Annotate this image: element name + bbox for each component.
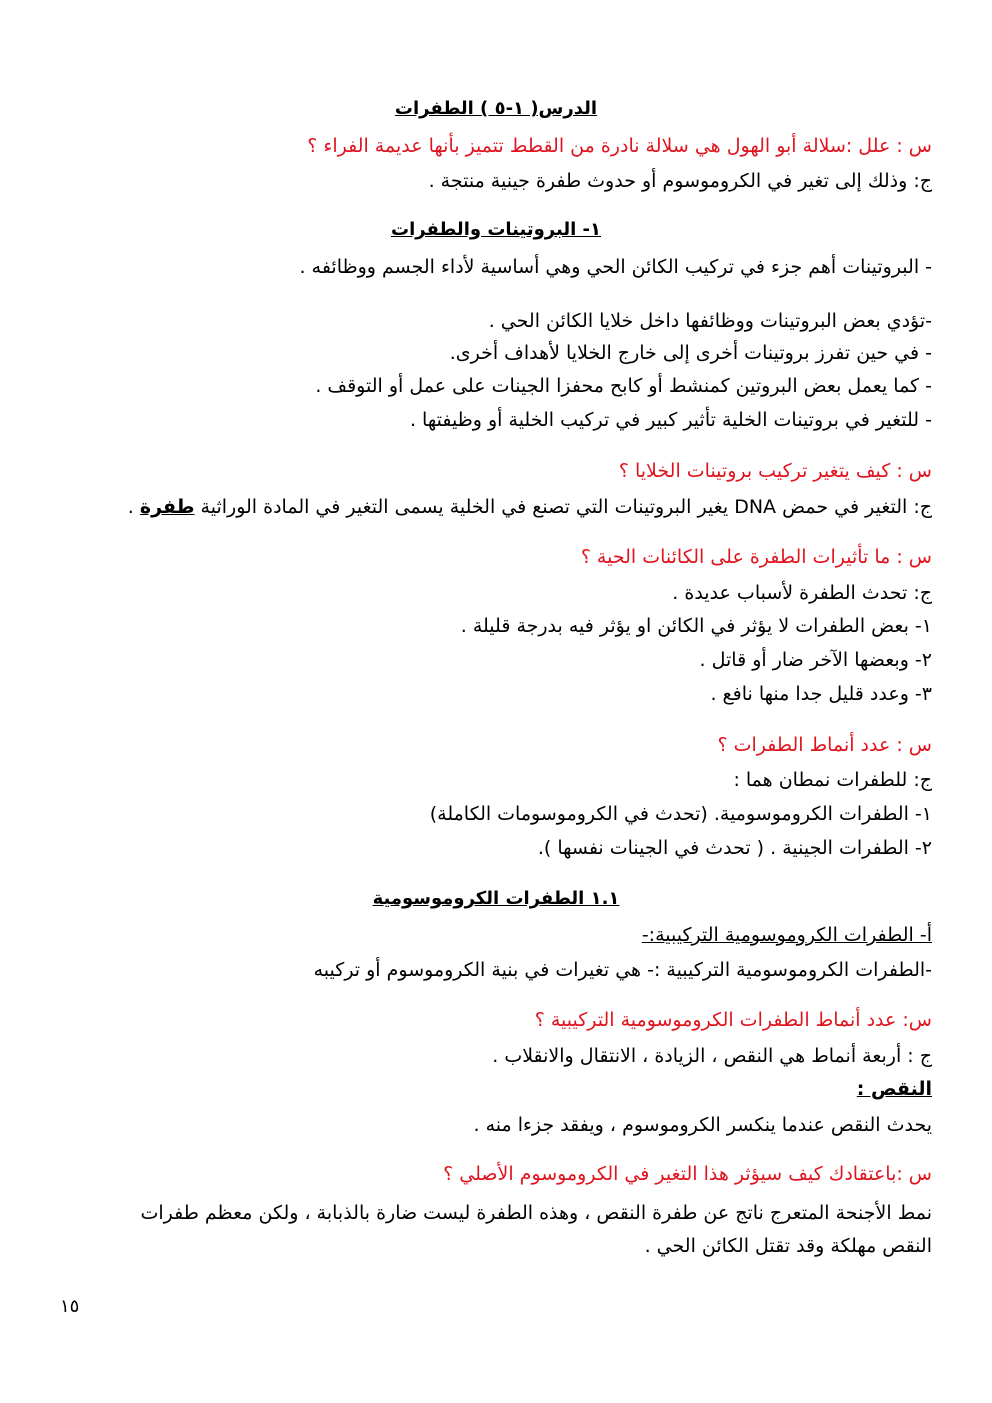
subsection-structural: أ- الطفرات الكروموسومية التركيبية:- xyxy=(641,924,932,946)
question-2: س : كيف يتغير تركيب بروتينات الخلايا ؟ xyxy=(618,460,932,482)
paragraph-2: -تؤدي بعض البروتينات ووظائفها داخل خلايا الكائن الحي . xyxy=(488,310,932,332)
answer-3-item-3: ٣- وعدد قليل جدا منها نافع . xyxy=(710,683,932,705)
deletion-text: يحدث النقص عندما ينكسر الكروموسوم ، ويفقد جزءا منه . xyxy=(473,1114,932,1136)
paragraph-3: - في حين تفرز بروتينات أخرى إلى خارج الخلايا لأهداف أخرى. xyxy=(449,342,932,364)
answer-2-end: . xyxy=(127,496,140,518)
deletion-title: النقص : xyxy=(856,1078,932,1100)
answer-3-item-2: ٢- وبعضها الآخر ضار أو قاتل . xyxy=(699,649,932,671)
answer-4-item-1: ١- الطفرات الكروموسومية. (تحدث في الكروموسومات الكاملة) xyxy=(429,803,932,825)
paragraph-1: - البروتينات أهم جزء في تركيب الكائن الحي وهي أساسية لأداء الجسم ووظائفه . xyxy=(299,256,932,278)
answer-3-intro: ج: تحدث الطفرة لأسباب عديدة . xyxy=(672,582,932,604)
answer-2-term: طفرة xyxy=(139,496,195,518)
question-4: س : عدد أنماط الطفرات ؟ xyxy=(717,734,932,756)
question-6: س :باعتقادك كيف سيؤثر هذا التغير في الكروموسوم الأصلي ؟ xyxy=(443,1163,932,1185)
paragraph-4: - كما يعمل بعض البروتين كمنشط أو كابح محفزا الجينات على عمل أو التوقف . xyxy=(315,375,932,397)
answer-4-intro: ج: للطفرات نمطان هما : xyxy=(733,769,932,791)
answer-1: ج: وذلك إلى تغير في الكروموسوم أو حدوث طفرة جينية منتجة . xyxy=(428,170,932,192)
question-3: س : ما تأثيرات الطفرة على الكائنات الحية ؟ xyxy=(580,546,932,568)
answer-2 xyxy=(128,492,932,522)
lesson-title: الدرس( ١-٥ ) الطفرات xyxy=(394,98,598,119)
page-number: ١٥ xyxy=(60,1296,80,1317)
answer-4-item-2: ٢- الطفرات الجينية . ( تحدث في الجينات نفسها ). xyxy=(537,837,932,859)
section-title-proteins: ١- البروتينات والطفرات xyxy=(390,219,602,240)
answer-3-item-1: ١- بعض الطفرات لا يؤثر في الكائن او يؤثر فيه بدرجة قليلة . xyxy=(460,615,932,637)
definition-structural: -الطفرات الكروموسومية التركيبية :- هي تغيرات في بنية الكروموسوم أو تركيبه xyxy=(313,959,932,981)
answer-5: ج : أربعة أنماط هي النقص ، الزيادة ، الانتقال والانقلاب . xyxy=(492,1045,932,1067)
section-title-chromosomal: ١.١ الطفرات الكروموسومية xyxy=(372,888,620,909)
answer-6: نمط الأجنحة المتعرج ناتج عن طفرة النقص ، وهذه الطفرة ليست ضارة بالذبابة ، ولكن معظم طفرات النقص مهلكة وقد تقتل الكائن الحي . xyxy=(140,1202,932,1257)
paragraph-5: - للتغير في بروتينات الخلية تأثير كبير في تركيب الخلية أو وظيفتها . xyxy=(409,409,932,431)
answer-2-text: ج: التغير في حمض DNA يغير البروتينات التي تصنع في الخلية يسمى التغير في المادة الوراثية xyxy=(194,496,932,518)
question-1: س : علل :سلالة أبو الهول هي سلالة نادرة من القطط تتميز بأنها عديمة الفراء ؟ xyxy=(307,135,932,157)
question-5: س: عدد أنماط الطفرات الكروموسومية التركيبية ؟ xyxy=(534,1009,932,1031)
